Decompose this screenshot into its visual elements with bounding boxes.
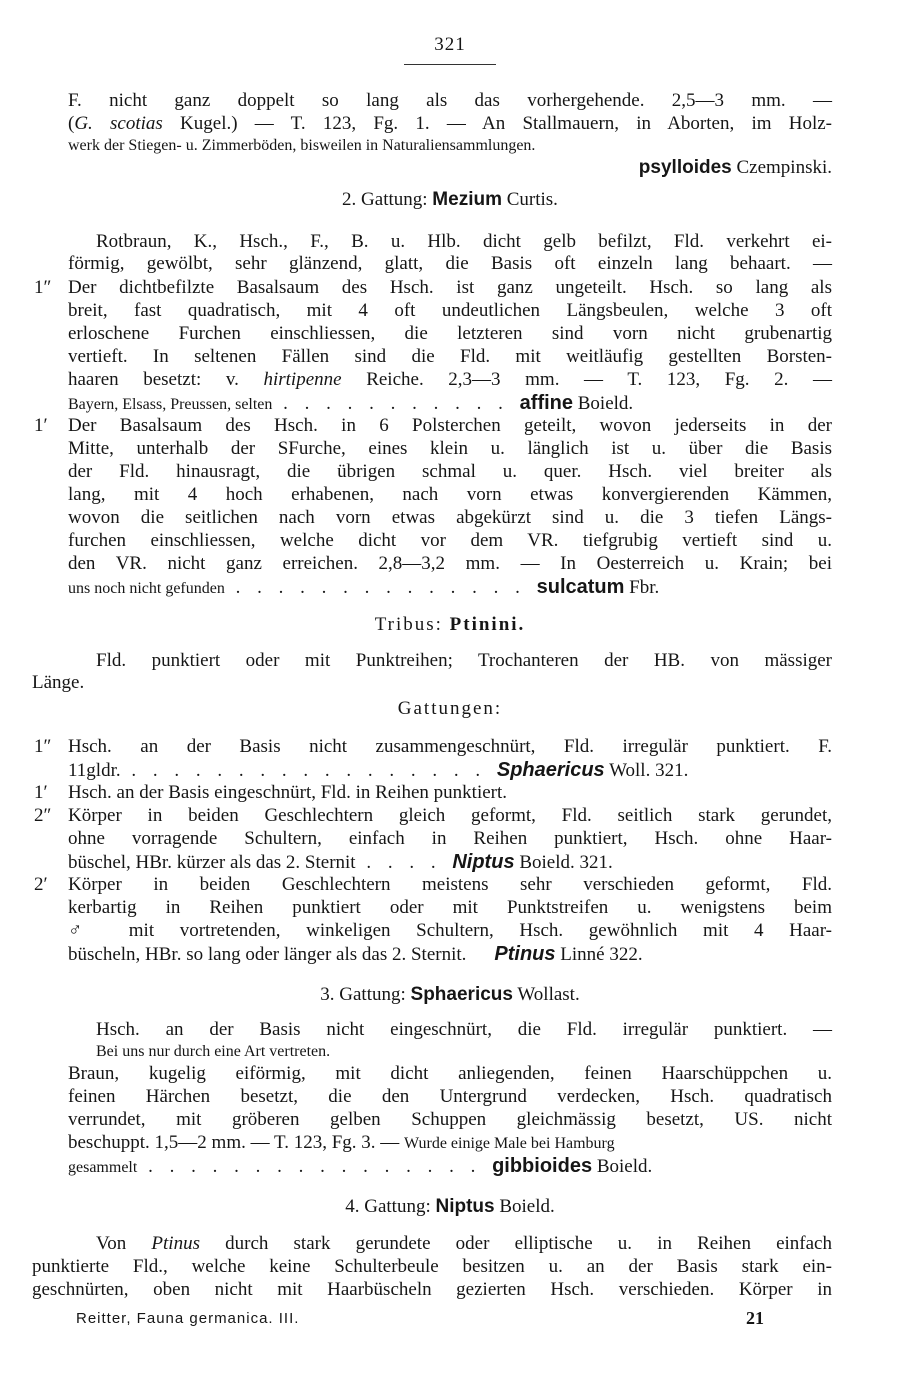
page-number: 321 <box>434 34 466 55</box>
genus-line <box>68 759 832 781</box>
leader-dots: . . . . . . . . . . . . . . . . <box>137 1156 493 1177</box>
text-line <box>96 1233 832 1255</box>
distribution-text: Bayern, Elsass, Preussen, selten <box>68 396 273 413</box>
leader-dots: . . . . . . . . . . . . . . <box>224 577 537 598</box>
leader-dots: . . . . <box>355 852 453 873</box>
genus-author: Curtis. <box>501 189 558 210</box>
text-line <box>68 1132 832 1154</box>
text-line: vertieft. In seltenen Fällen sind die Fld. mit weitläufig gestellten Borsten- <box>68 346 832 367</box>
genus-reference: Woll. 321. <box>604 760 689 781</box>
species-synonym: G. scotias <box>74 113 163 134</box>
genus-number: 3. Gattung: <box>320 984 411 1005</box>
couplet-number: 1′ <box>34 415 48 436</box>
text-line <box>68 113 832 135</box>
genus-line <box>68 943 832 965</box>
couplet-number: 1″ <box>34 736 52 757</box>
couplet-number: 2″ <box>34 805 52 826</box>
genus-heading <box>0 189 900 211</box>
tribe-label: Tribus: <box>374 614 450 635</box>
species-author: Boield. <box>592 1156 653 1177</box>
genus-name: Ptinus <box>494 943 556 965</box>
text-fragment: büscheln, HBr. so lang oder länger als das 2. Sternit. <box>68 944 467 965</box>
genus-name: Sphaericus <box>410 984 513 1005</box>
text-line: Mitte, unterhalb der SFurche, eines klein u. länglich ist u. über die Basis <box>68 438 832 459</box>
genus-heading <box>0 984 900 1006</box>
text-fragment: haaren besetzt: v. <box>68 369 264 390</box>
footer-sheet-number: 21 <box>746 1308 764 1328</box>
text-line: ohne vorragende Schultern, einfach in Reihen punktiert, Hsch. ohne Haar- <box>68 828 832 849</box>
genus-line <box>68 851 832 873</box>
text-line: geschnürten, oben nicht mit Haarbüscheln gezierten Hsch. verschieden. Körper in <box>32 1279 832 1300</box>
text-fragment: Kugel.) — T. 123, Fg. 1. — An Stallmauern, in Aborten, im Holz- <box>162 113 832 134</box>
text-fragment: Wurde einige Male bei Hamburg <box>404 1135 615 1152</box>
text-line: punktierte Fld., welche keine Schulterbeule besitzen u. an der Basis stark ein- <box>32 1256 832 1277</box>
male-symbol: ♂ <box>68 920 104 941</box>
couplet-number: 1″ <box>34 277 52 298</box>
species-name: sulcatum <box>536 576 625 598</box>
text-line: furchen einschliessen, welche dicht vor dem VR. tiefgrubig vertieft sind u. <box>68 530 832 551</box>
genus-number: 2. Gattung: <box>342 189 433 210</box>
text-line: kerbartig in Reihen punktiert oder mit Punktstreifen u. wenigstens beim <box>68 897 832 918</box>
text-line: werk der Stiegen- u. Zimmerböden, bisweilen in Naturaliensammlungen. <box>68 137 536 154</box>
text-fragment: Von <box>96 1233 152 1254</box>
species-author: Czempinski. <box>731 157 832 178</box>
text-line: breit, fast quadratisch, mit 4 oft undeutlichen Längsbeulen, welche 3 oft <box>68 300 832 321</box>
text-line: Körper in beiden Geschlechtern gleich geformt, Fld. seitlich stark gerundet, <box>68 805 832 826</box>
text-line: Körper in beiden Geschlechtern meistens sehr verschieden geformt, Fld. <box>68 874 832 895</box>
genus-reference: Linné 322. <box>555 944 643 965</box>
text-fragment: ( <box>68 113 75 134</box>
species-name: affine <box>519 392 573 414</box>
distribution-text: uns noch nicht gefunden <box>68 580 225 597</box>
text-line: Bei uns nur durch eine Art vertreten. <box>96 1043 331 1060</box>
genus-name: Niptus <box>452 851 515 873</box>
genus-reference: Boield. 321. <box>514 852 613 873</box>
text-line: förmig, gewölbt, sehr glänzend, glatt, die Basis oft einzeln lang behaart. — <box>68 253 832 274</box>
species-line <box>68 1155 832 1177</box>
genus-author: Boield. <box>494 1196 555 1217</box>
species-author: Fbr. <box>624 577 660 598</box>
distribution-text: gesammelt <box>68 1159 138 1176</box>
genus-name: Sphaericus <box>496 759 605 781</box>
text-line: Rotbraun, K., Hsch., F., B. u. Hlb. dicht gelb befilzt, Fld. verkehrt ei- <box>96 231 832 252</box>
text-line: lang, mit 4 hoch erhabenen, nach vorn etwas konvergierenden Kämmen, <box>68 484 832 505</box>
text-line: Der Basalsaum des Hsch. in 6 Polsterchen geteilt, wovon jederseits in der <box>68 415 832 436</box>
couplet-number: 1′ <box>34 782 48 803</box>
species-line <box>68 392 832 414</box>
leader-dots: . . . . . . . . . . . <box>272 393 520 414</box>
footer-source: Reitter, Fauna germanica. III. <box>76 1310 300 1327</box>
species-name: gibbioides <box>492 1155 593 1177</box>
text-fragment: mit vortretenden, winkeligen Schultern, Hsch. gewöhnlich mit 4 Haar- <box>103 920 833 941</box>
genus-author: Wollast. <box>512 984 580 1005</box>
text-line: wovon die seitlichen nach vorn etwas abgekürzt sind u. die 3 tiefen Längs- <box>68 507 832 528</box>
text-line: der Fld. hinausragt, die übrigen schmal u. quer. Hsch. viel breiter als <box>68 461 832 482</box>
couplet-number: 2′ <box>34 874 48 895</box>
text-line: Hsch. an der Basis nicht eingeschnürt, die Fld. irregulär punktiert. — <box>96 1019 832 1040</box>
text-line: F. nicht ganz doppelt so lang als das vorhergehende. 2,5—3 mm. — <box>68 90 832 111</box>
genus-reference-italic: Ptinus <box>151 1233 200 1254</box>
text-line: Länge. <box>32 672 85 693</box>
text-line: Hsch. an der Basis nicht zusammengeschnürt, Fld. irregulär punktiert. F. <box>68 736 832 757</box>
leader-dots: . . . . . . . . . . . . . . . . . <box>120 760 497 781</box>
species-author: Boield. <box>573 393 634 414</box>
text-fragment: beschuppt. 1,5—2 mm. — T. 123, Fg. 3. — <box>68 1132 405 1153</box>
genus-name: Mezium <box>432 189 502 210</box>
genera-heading: Gattungen: <box>397 698 503 719</box>
text-line: Fld. punktiert oder mit Punktreihen; Trochanteren der HB. von mässiger <box>96 650 832 671</box>
species-name: psylloides <box>638 157 732 178</box>
tribe-name: Ptinini. <box>449 614 526 635</box>
text-fragment: Reiche. 2,3—3 mm. — T. 123, Fg. 2. — <box>341 369 832 390</box>
text-fragment: durch stark gerundete oder elliptische u. in Reihen einfach <box>199 1233 832 1254</box>
species-line <box>68 576 832 598</box>
text-line: Braun, kugelig eiförmig, mit dicht anliegenden, feinen Haarschüppchen u. <box>68 1063 832 1084</box>
genus-heading <box>0 1196 900 1218</box>
text-line: verrundet, mit gröberen gelben Schuppen gleichmässig besetzt, US. nicht <box>68 1109 832 1130</box>
text-fragment: büschel, HBr. kürzer als das 2. Sternit <box>68 852 356 873</box>
text-line: feinen Härchen besetzt, die den Untergrund verdecken, Hsch. quadratisch <box>68 1086 832 1107</box>
text-line <box>68 920 832 942</box>
genus-number: 4. Gattung: <box>345 1196 436 1217</box>
page-number-rule <box>404 64 496 65</box>
text-line: erloschene Furchen einschliessen, die letzteren sind vorn nicht grubenartig <box>68 323 832 344</box>
text-line: Hsch. an der Basis eingeschnürt, Fld. in Reihen punktiert. <box>68 782 508 803</box>
text-line <box>68 369 832 391</box>
text-line: Der dichtbefilzte Basalsaum des Hsch. ist ganz ungeteilt. Hsch. so lang als <box>68 277 832 298</box>
text-fragment: 11gldr. <box>68 760 121 781</box>
genus-name: Niptus <box>435 1196 495 1217</box>
species-line <box>68 157 832 179</box>
variety-name: hirtipenne <box>263 369 342 390</box>
tribe-heading <box>0 614 900 636</box>
text-line: den VR. nicht ganz erreichen. 2,8—3,2 mm. — In Oesterreich u. Krain; bei <box>68 553 832 574</box>
